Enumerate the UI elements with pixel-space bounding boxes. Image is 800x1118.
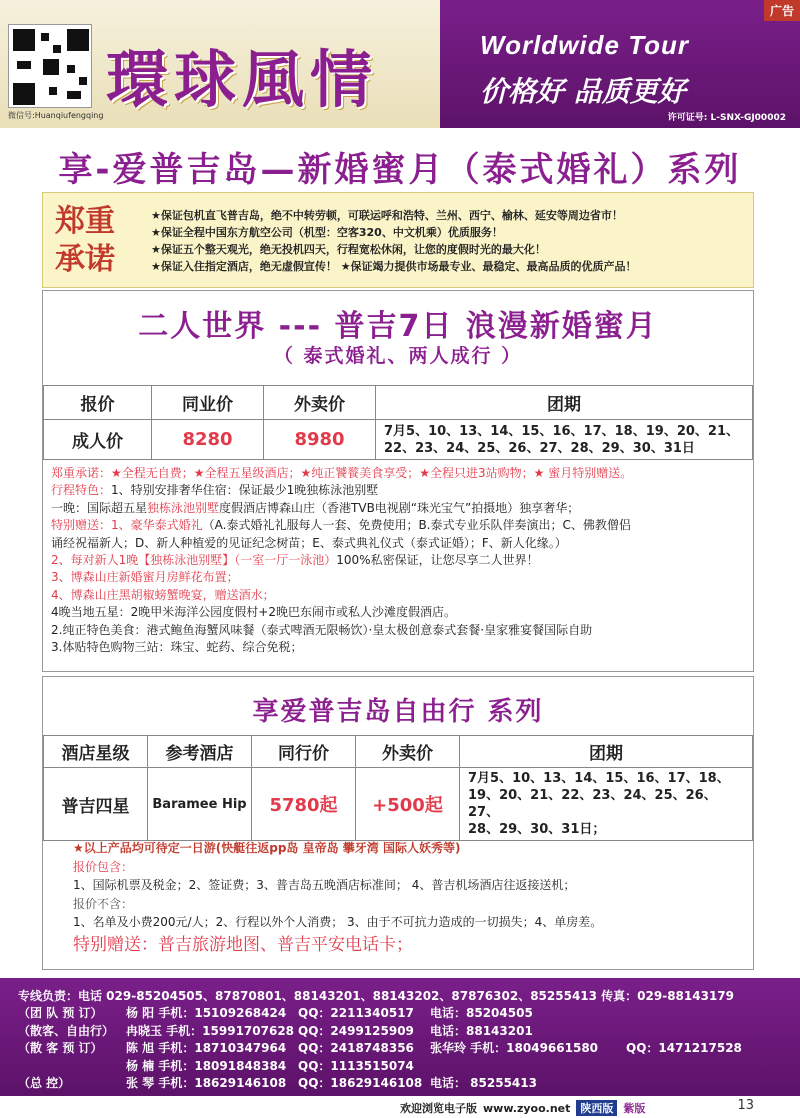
table-header: 参考酒店: [148, 736, 252, 768]
gift2-line: 2、每对新人1晚【独栋泳池别墅】（一室一厅一泳池）100%私密保证，让您尽享二人世界！: [51, 553, 539, 568]
hotel-line: 4晚当地五星：2晚甲米海洋公园度假村+2晚巴东闹市或私人沙滩度假酒店。: [51, 605, 456, 620]
table-header: 团期: [460, 736, 753, 768]
promise-box: [42, 192, 754, 288]
promise-list: [151, 207, 747, 275]
contact-row: （散 客 预 订） 陈 旭 手机：18710347964 QQ：2418748356 张华玲 手机：18049661580 QQ：1471217528: [18, 1041, 742, 1056]
slogan: 价格好 品质更好: [480, 75, 686, 108]
itinerary-details: [51, 465, 745, 656]
exclude-label: 报价不含：: [73, 896, 134, 911]
table-header: 团期: [376, 386, 753, 420]
trade-price: 5780起: [252, 768, 356, 841]
include-text: 1、国际机票及税金；2、签证费；3、普吉岛五晚酒店标准间； 4、普吉机场酒店往返接送机；: [73, 878, 576, 892]
page-number: 13: [737, 1098, 754, 1113]
trade-price: 8280: [152, 420, 264, 460]
zone-label: 紫版: [623, 1102, 646, 1115]
gift3-line: 3、博森山庄新婚蜜月房鲜花布置；: [51, 570, 239, 585]
promise-item: ★保证五个整天观光，绝无投机四天，行程宽松休闲，让您的度假时光的最大化！: [151, 243, 546, 256]
gift-line-cont: 诵经祝福新人；D、新人种植爱的见证纪念树苗；E、泰式典礼仪式（泰式证婚）；F、新人化缘。）: [51, 535, 567, 550]
contact-row: （团 队 预 订） 杨 阳 手机：15109268424 QQ：2211340517 电话：85204505: [18, 1006, 533, 1021]
price-table: [43, 385, 753, 460]
contact-row: （散客、自由行） 冉晓玉 手机：15991707628 QQ：2499125909 电话：88143201: [18, 1023, 533, 1038]
wechat-id: 微信号:Huanqiufengqing: [8, 111, 104, 120]
gift4-line: 4、博森山庄黑胡椒螃蟹晚宴，赠送酒水；: [51, 587, 275, 602]
contact-panel: [0, 978, 800, 1096]
ad-badge: 广告: [764, 0, 800, 21]
free-travel-notes: [73, 839, 745, 958]
hotel-star: 普吉四星: [44, 768, 148, 841]
tour-subtitle: （ 泰式婚礼、两人成行 ）: [273, 345, 523, 367]
promise-item: ★保证入住指定酒店，绝无虚假宣传！ ★保证竭力提供市场最专业、最稳定、最高品质的优质产品！: [151, 260, 637, 273]
page-title: 享-爱普吉岛—新婚蜜月（泰式婚礼）系列: [58, 150, 742, 190]
include-label: 报价包含：: [73, 859, 134, 874]
row-label: 成人价: [44, 420, 152, 460]
page-footer: [0, 1096, 800, 1118]
tagline-panel: [440, 0, 800, 128]
promise-label: 郑重 承诺: [55, 204, 115, 277]
special-gift: 特别赠送：普吉旅游地图、普吉平安电话卡；: [73, 934, 413, 955]
table-header: 外卖价: [264, 386, 376, 420]
promise-line: 郑重承诺：★全程无自费；★全程五星级酒店；★纯正饕餮美食享受；★全程只进3站购物；★ 蜜月特别赠送。: [51, 466, 633, 480]
contact-row: 杨 楠 手机：18091848384 QQ：1113515074: [126, 1058, 414, 1073]
exclude-text: 1、名单及小费200元/人；2、行程以外个人消费； 3、由于不可抗力造成的一切损失；4、单房差。: [73, 915, 603, 929]
table-header: 外卖价: [356, 736, 460, 768]
food-line: 2.纯正特色美食：港式鲍鱼海蟹风味餐（泰式啤酒无限畅饮）·皇太极创意泰式套餐·皇家雅宴餐国际自助: [51, 622, 593, 637]
promise-item: ★保证包机直飞普吉岛，绝不中转劳顿，可联运呼和浩特、兰州、西宁、榆林、延安等周边省市！: [151, 209, 623, 222]
table-header: 报价: [44, 386, 152, 420]
table-header: 同业价: [152, 386, 264, 420]
gift-line: 特别赠送：1、豪华泰式婚礼（A.泰式婚礼礼服每人一套、免费使用；B.泰式专业乐队伴奏演出；C、佛教僧侣: [51, 518, 631, 533]
shop-line: 3.体贴特色购物三站：珠宝、蛇药、综合免税；: [51, 640, 303, 655]
promise-item: ★保证全程中国东方航空公司（机型：空客320、中文机乘）优质服务！: [151, 226, 503, 239]
table-header-row: [44, 386, 753, 420]
retail-price: +500起: [356, 768, 460, 841]
table-row: [44, 768, 753, 841]
site-link[interactable]: www.zyoo.net: [483, 1101, 571, 1115]
free-travel-title: 享爱普吉岛自由行 系列: [252, 697, 544, 727]
free-travel-section: [42, 676, 754, 970]
edition-badge: 陕西版: [576, 1100, 617, 1116]
table-header: 同行价: [252, 736, 356, 768]
footer-band: [400, 1100, 645, 1116]
departure-dates: 7月5、10、13、14、15、16、17、18、 19、20、21、22、23、24、25、26、27、 28、29、30、31日；: [460, 768, 753, 841]
departure-dates: 7月5、10、13、14、15、16、17、18、19、20、21、 22、23、24、25、26、27、28、29、30、31日: [376, 420, 753, 460]
contact-main-line: 专线负责：电话 029-85204505、87870801、88143201、88143202、87876302、85255413 传真：029-88143179: [18, 989, 734, 1003]
tour-title: 二人世界 --- 普吉7日 浪漫新婚蜜月: [138, 309, 658, 344]
brand-logo: 環球風情: [106, 43, 379, 116]
night-line: 一晚：国际超五星独栋泳池别墅度假酒店博森山庄（香港TVB电视剧“珠光宝气”拍摄地）独享奢华；: [51, 500, 580, 515]
contact-row: （总 控） 张 琴 手机：18629146108 QQ：18629146108 电话： 85255413: [18, 1076, 537, 1091]
day-tour-note: ★以上产品均可待定一日游(快艇往返pp岛 皇帝岛 攀牙湾 国际人妖秀等): [73, 841, 461, 855]
welcome-text: 欢迎浏览电子版: [400, 1102, 477, 1115]
table-header: 酒店星级: [44, 736, 148, 768]
honeymoon-section: [42, 290, 754, 672]
feature-line: 行程特色：1、特别安排奢华住宿：保证最少1晚独栋泳池别墅: [51, 483, 379, 498]
table-header-row: [44, 736, 753, 768]
retail-price: 8980: [264, 420, 376, 460]
free-price-table: [43, 735, 753, 841]
tagline: Worldwide Tour: [480, 30, 689, 60]
qr-code-icon: [8, 24, 92, 108]
table-row: [44, 420, 753, 460]
brand-panel: [0, 0, 440, 128]
reference-hotel: Baramee Hip: [148, 768, 252, 841]
header-banner: [0, 0, 800, 128]
license-number: 许可证号: L-SNX-GJ00002: [667, 113, 786, 123]
